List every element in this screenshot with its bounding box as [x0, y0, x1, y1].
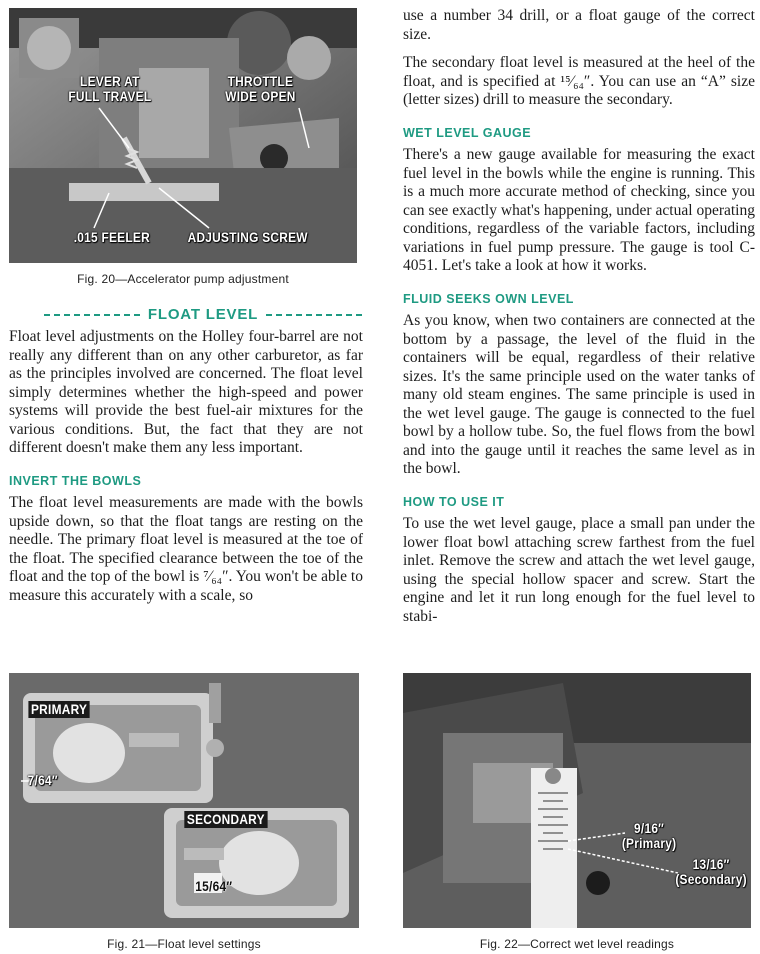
fig20-callout-throttle: THROTTLE WIDE OPEN: [225, 73, 296, 104]
fig20-callout-feeler: .015 FEELER: [73, 229, 150, 245]
fig22-caption: Fig. 22—Correct wet level readings: [479, 937, 675, 951]
heading-rule-right: [266, 314, 362, 316]
right-col-p2: The secondary float level is measured at the heel of the float, and is specified at ¹⁵⁄₆₄″. You can use an “A” size (letter sizes) drill to measure the secondary.: [403, 54, 755, 108]
wet-level-gauge-illustration: [403, 673, 751, 928]
fig21-callout-secondary-value: 15/64″: [195, 878, 233, 894]
right-column: [403, 7, 755, 626]
wet-gauge-heading: WET LEVEL GAUGE: [403, 125, 532, 140]
fig22-photo: [403, 673, 751, 928]
fig22-callout-primary: 9/16″ (Primary): [621, 820, 677, 851]
float-level-title: FLOAT LEVEL: [147, 306, 259, 323]
carburetor-illustration: [9, 8, 357, 263]
float-level-heading: [44, 306, 362, 323]
invert-bowls-paragraph: The float level measurements are made with the bowls upside down, so that the float tangs are resting on the needle. The primary float level is measured at the toe of the float. The specified clearance between the toe of the float and the top of the bowl is ⁷⁄₆₄″. You won't be able to measure this accurately with a scale, so: [9, 494, 363, 604]
heading-rule-left: [44, 314, 140, 316]
fig20-callout-lever: LEVER AT FULL TRAVEL: [68, 73, 152, 104]
float-level-paragraph: Float level adjustments on the Holley four-barrel are not really any different than on any other carburetor, as far as the principles involved are concerned. The float level simply determines whether the high-speed and power systems will provide the best fuel-air mixtures for the various conditions. But, the fact that they are not different doesn't make them any less important.: [9, 328, 363, 456]
how-to-heading: HOW TO USE IT: [403, 494, 505, 509]
wet-gauge-paragraph: There's a new gauge available for measuring the exact fuel level in the bowls while the engine is running. This is a much more accurate method of checking, since you can see exactly what's happening, under actual operating conditions, regardless of the variable factors, including variations in fuel pump pressure. The gauge is tool C-4051. Let's take a look at how it works.: [403, 146, 755, 274]
fig21-photo: [9, 673, 359, 928]
invert-bowls-heading: INVERT THE BOWLS: [9, 473, 142, 488]
right-col-p1: use a number 34 drill, or a float gauge of the correct size.: [403, 7, 755, 43]
fig21-callout-primary: PRIMARY: [28, 701, 89, 718]
fig21-caption: Fig. 21—Float level settings: [107, 937, 261, 951]
fig20-caption: Fig. 20—Accelerator pump adjustment: [77, 272, 289, 286]
fig20-callout-screw: ADJUSTING SCREW: [187, 229, 308, 245]
left-column: [9, 328, 363, 605]
fluid-seeks-heading: FLUID SEEKS OWN LEVEL: [403, 291, 574, 306]
how-to-paragraph: To use the wet level gauge, place a small pan under the lower float bowl attaching screw farthest from the fuel inlet. Remove the screw and attach the wet level gauge, using the special hollow spacer and screw. Start the engine and let it run long enough for the fuel level to stabi-: [403, 515, 755, 625]
fig20-photo: [9, 8, 357, 263]
fluid-seeks-paragraph: As you know, when two containers are connected at the bottom by a passage, the level of the fluid in the containers will be equal, regardless of their relative sizes. It's the same principle used on the water tanks of many old steam engines. The same principle is used in the wet level gauge. The gauge is connected to the fuel bowl by a hollow tube. So, the fuel flows from the bowl and into the gauge until it reaches the same level as in the bowl.: [403, 312, 755, 477]
fig21-callout-secondary: SECONDARY: [184, 811, 267, 828]
fig21-callout-primary-value: 7/64″: [27, 772, 58, 788]
fig22-callout-secondary: 13/16″ (Secondary): [675, 856, 747, 887]
